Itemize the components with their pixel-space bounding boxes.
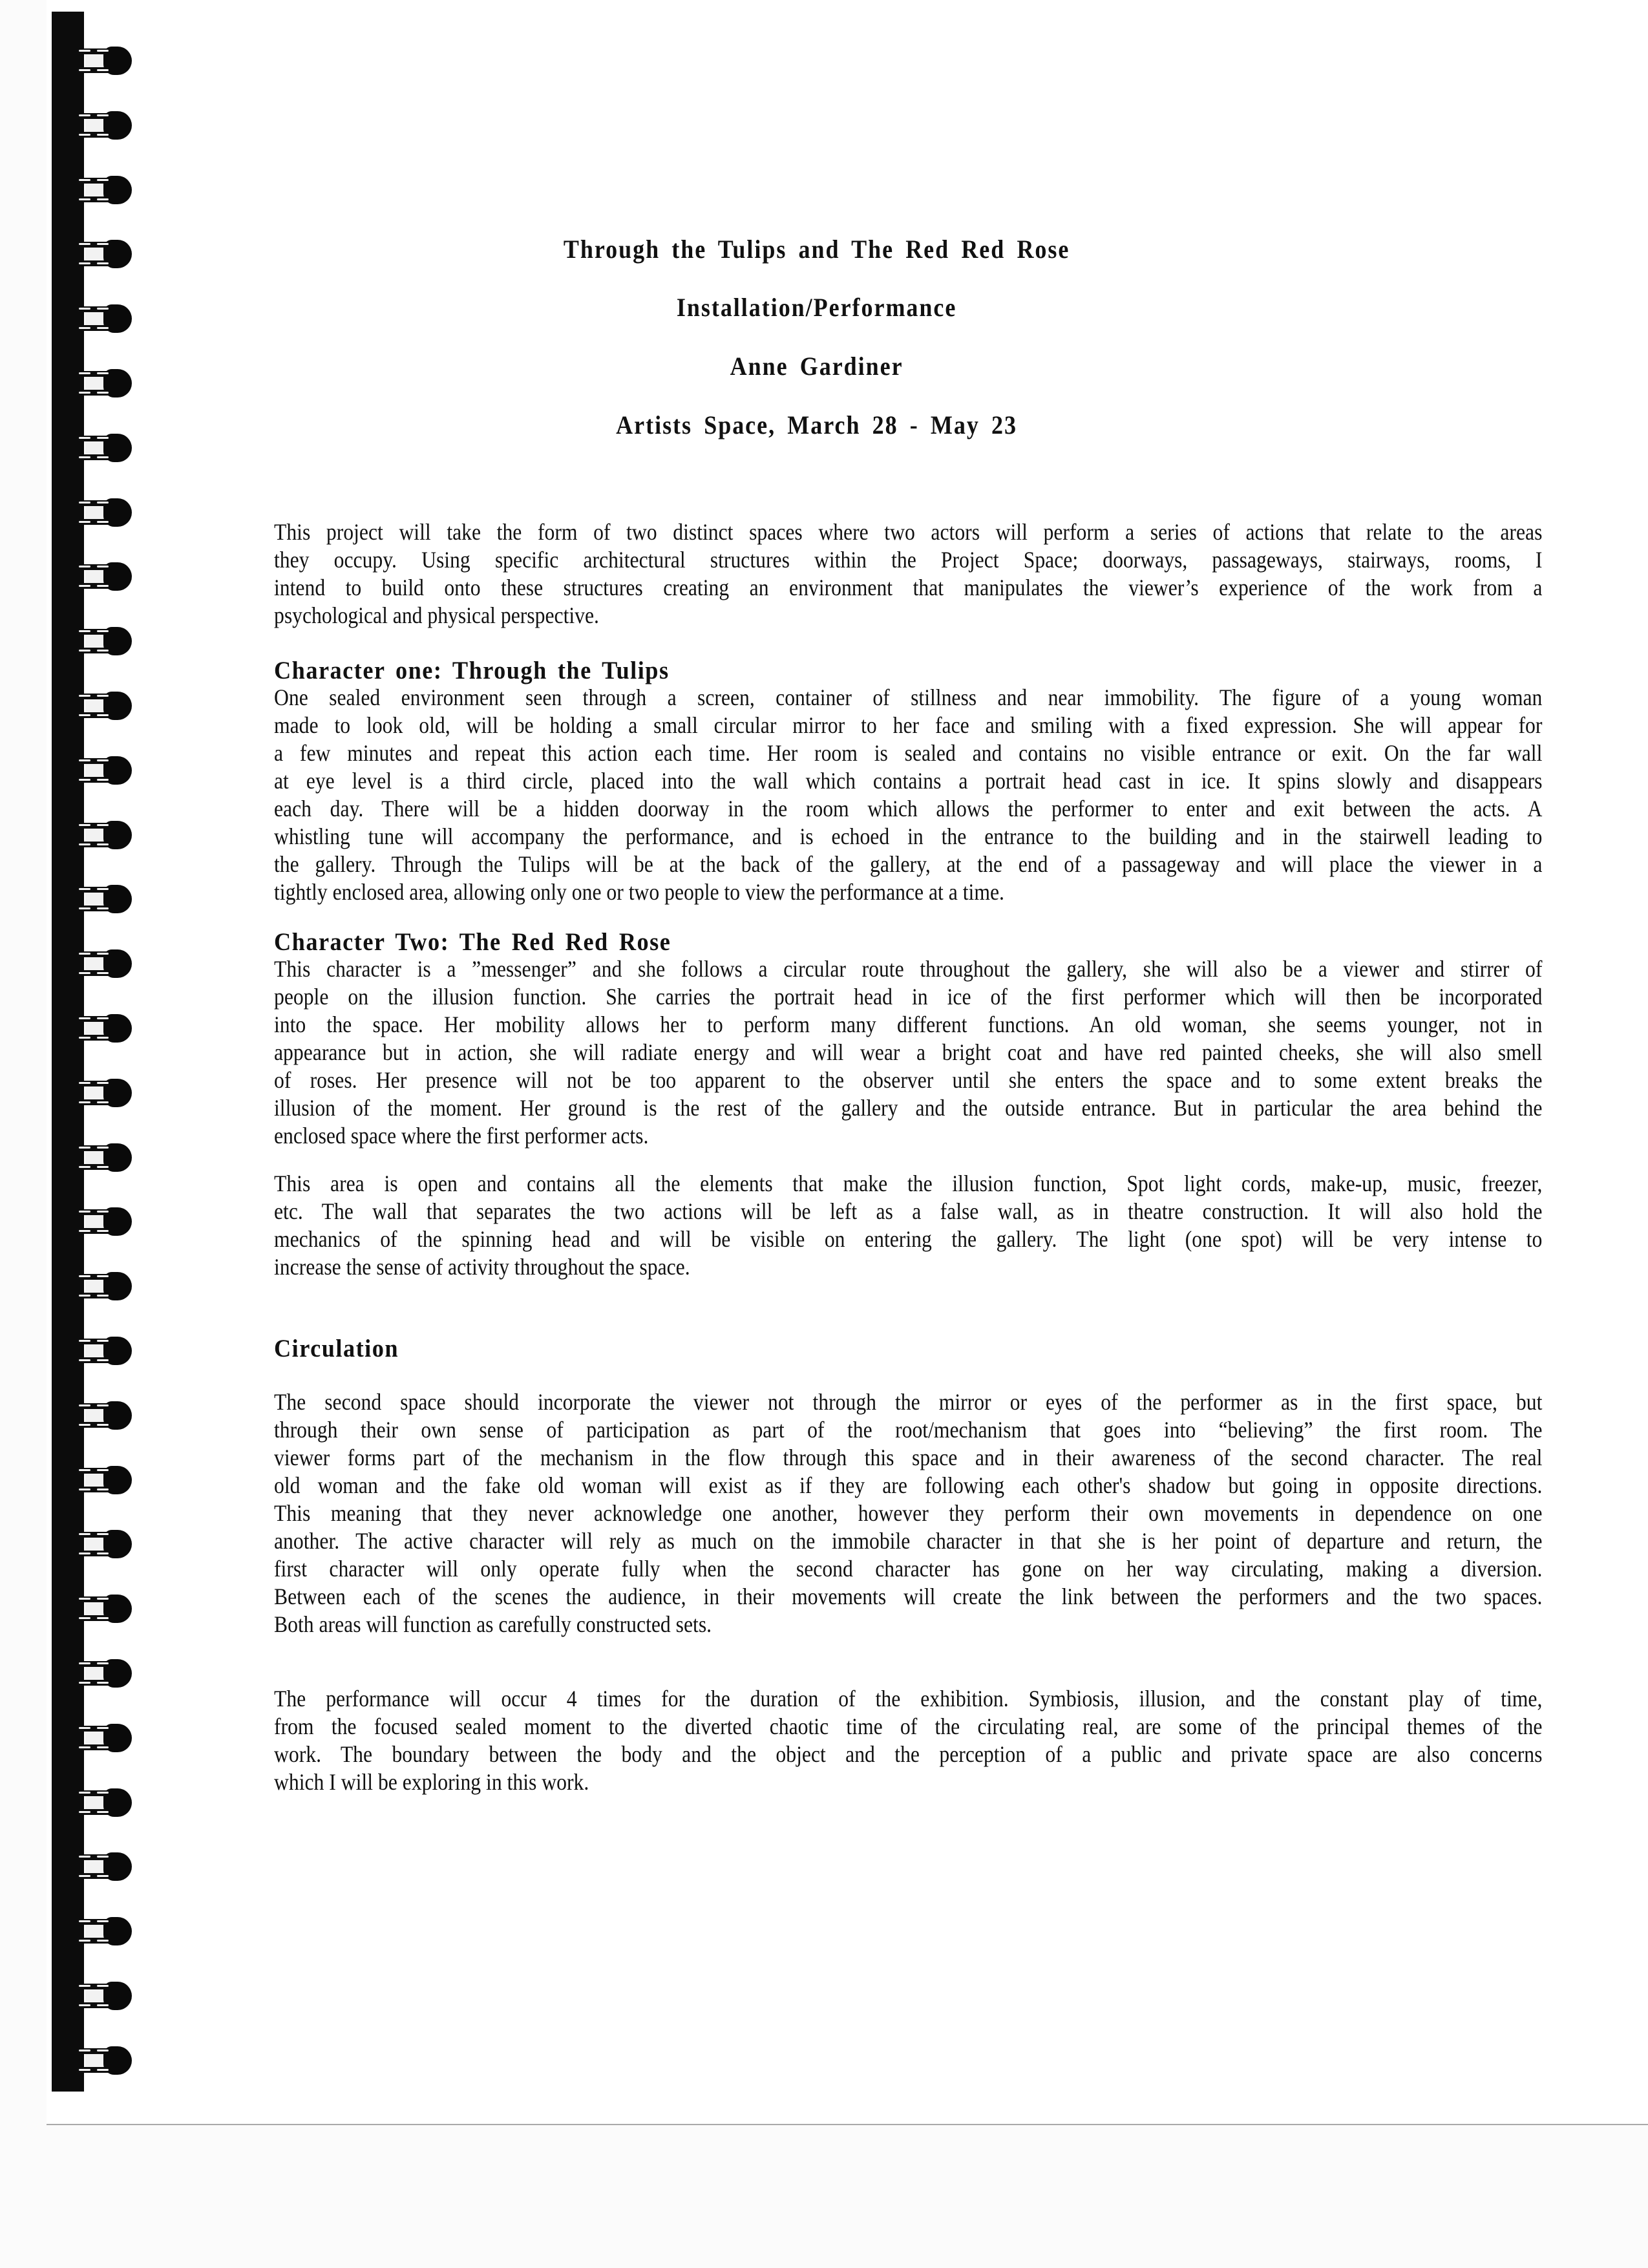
text-line: at eye level is a third circle, placed into the wall which contains a portrait head cast in ice. It spins slowly and disappears bbox=[274, 768, 1543, 794]
binding-ring bbox=[76, 885, 132, 913]
binding-ring bbox=[76, 47, 132, 75]
venue-and-dates: Artists Space, March 28 - May 23 bbox=[616, 410, 1018, 440]
binding-ring bbox=[76, 1530, 132, 1558]
section-character-two bbox=[274, 928, 1543, 1154]
text-line: This meaning that they never acknowledge one another, however they perform their own movements in dependence on one bbox=[274, 1500, 1543, 1526]
text-line: Between each of the scenes the audience, in their movements will create the link between the performers and the two spaces. bbox=[274, 1584, 1543, 1609]
text-line: The second space should incorporate the viewer not through the mirror or eyes of the performer as in the first space, but bbox=[274, 1389, 1543, 1415]
binding-ring bbox=[76, 1337, 132, 1365]
text-line: This character is a ”messenger” and she follows a circular route throughout the gallery, she will also be a viewer and stirrer of bbox=[274, 956, 1543, 982]
author-name: Anne Gardiner bbox=[730, 352, 903, 381]
binding-ring bbox=[76, 176, 132, 204]
text-line: illusion of the moment. Her ground is the rest of the gallery and the outside entrance. But in particular the area behind the bbox=[274, 1095, 1543, 1121]
text-line: intend to build onto these structures creating an environment that manipulates the viewer’s experience of the work from a bbox=[274, 575, 1543, 600]
text-line: they occupy. Using specific architectural structures within the Project Space; doorways, passageways, stairways, rooms, I bbox=[274, 547, 1543, 573]
binding-ring bbox=[76, 1852, 132, 1881]
section-heading: Character one: Through the Tulips bbox=[274, 657, 670, 684]
text-line: made to look old, will be holding a small circular mirror to her face and smiling with a fixed expression. She will appear for bbox=[274, 712, 1543, 738]
binding-ring bbox=[76, 1595, 132, 1623]
text-line: One sealed environment seen through a screen, container of stillness and near immobility. The figure of a young woman bbox=[274, 684, 1543, 710]
text-line: another. The active character will rely as much on the immobile character in that she is her point of departure and return, the bbox=[274, 1528, 1543, 1554]
binding-ring bbox=[76, 692, 132, 720]
binding-ring bbox=[76, 1724, 132, 1752]
text-line: appearance but in action, she will radiate energy and will wear a bright coat and have red painted cheeks, she will also smell bbox=[274, 1039, 1543, 1065]
binding-ring bbox=[76, 1982, 132, 2010]
binding-ring bbox=[76, 627, 132, 655]
binding-ring bbox=[76, 1917, 132, 1945]
text-line: work. The boundary between the body and the object and the perception of a public and private space are also concerns bbox=[274, 1741, 1543, 1767]
text-line: This project will take the form of two distinct spaces where two actors will perform a series of actions that relate to the areas bbox=[274, 519, 1543, 545]
binding-ring bbox=[76, 1143, 132, 1172]
text-line: a few minutes and repeat this action each time. Her room is sealed and contains no visible entrance or exit. On the far wall bbox=[274, 740, 1543, 766]
text-line: each day. There will be a hidden doorway in the room which allows the performer to enter and exit between the acts. A bbox=[274, 796, 1543, 821]
text-line: This area is open and contains all the elements that make the illusion function, Spot light cords, make-up, music, freezer, bbox=[274, 1171, 1543, 1196]
binding-ring bbox=[76, 1466, 132, 1494]
text-line: whistling tune will accompany the performance, and is echoed in the entrance to the building and in the stairwell leading to bbox=[274, 823, 1543, 849]
section-heading: Character Two: The Red Red Rose bbox=[274, 928, 671, 956]
text-line: through their own sense of participation as part of the root/mechanism that goes into “believing” the first room. The bbox=[274, 1417, 1543, 1443]
text-line: The performance will occur 4 times for the duration of the exhibition. Symbiosis, illusion, and the constant play of time, bbox=[274, 1686, 1543, 1712]
binding-ring bbox=[76, 1788, 132, 1817]
text-line: etc. The wall that separates the two actions will be left as a false wall, as in theatre construction. It will also hold the bbox=[274, 1198, 1543, 1224]
binding-ring bbox=[76, 1659, 132, 1688]
binding-ring bbox=[76, 756, 132, 785]
binding-ring bbox=[76, 498, 132, 527]
binding-ring bbox=[76, 1207, 132, 1236]
intro-paragraph bbox=[274, 519, 1543, 633]
text-line: the gallery. Through the Tulips will be at the back of the gallery, at the end of a passageway and will place the viewer in a bbox=[274, 851, 1543, 877]
text-line: increase the sense of activity throughout the space. bbox=[274, 1254, 690, 1280]
binding-ring bbox=[76, 949, 132, 978]
text-line: of roses. Her presence will not be too apparent to the observer until she enters the space and to some extent breaks the bbox=[274, 1067, 1543, 1093]
text-line: Both areas will function as carefully constructed sets. bbox=[274, 1611, 712, 1637]
text-line: tightly enclosed area, allowing only one or two people to view the performance at a time. bbox=[274, 879, 1004, 905]
text-line: into the space. Her mobility allows her to perform many different functions. An old woman, she seems younger, not in bbox=[274, 1012, 1543, 1037]
text-line: psychological and physical perspective. bbox=[274, 602, 599, 628]
text-line: first character will only operate fully when the second character has gone on her way circulating, making a diversion. bbox=[274, 1556, 1543, 1582]
text-line: people on the illusion function. She carries the portrait head in ice of the first performer which will then be incorporated bbox=[274, 984, 1543, 1010]
text-line: enclosed space where the first performer acts. bbox=[274, 1123, 649, 1149]
binding-ring bbox=[76, 1079, 132, 1107]
section-heading: Circulation bbox=[274, 1335, 399, 1362]
text-line: which I will be exploring in this work. bbox=[274, 1769, 589, 1795]
binding-ring bbox=[76, 1272, 132, 1300]
closing-paragraph bbox=[274, 1686, 1543, 1800]
open-area-paragraph bbox=[274, 1171, 1543, 1285]
binding-ring bbox=[76, 2046, 132, 2075]
section-character-one bbox=[274, 657, 1543, 910]
text-line: mechanics of the spinning head and will be visible on entering the gallery. The light (one spot) will be very intense to bbox=[274, 1226, 1543, 1252]
binding-ring bbox=[76, 1401, 132, 1430]
document-subtitle: Installation/Performance bbox=[676, 293, 957, 322]
text-line: from the focused sealed moment to the diverted chaotic time of the circulating real, are some of the principal themes of the bbox=[274, 1713, 1543, 1739]
document-title: Through the Tulips and The Red Red Rose bbox=[563, 235, 1070, 264]
binding-ring bbox=[76, 562, 132, 591]
binding-ring bbox=[76, 821, 132, 849]
text-line: viewer forms part of the mechanism in the flow through this space and in their awareness of the second character. The real bbox=[274, 1445, 1543, 1470]
binding-ring bbox=[76, 111, 132, 140]
section-circulation bbox=[274, 1335, 1543, 1642]
text-line: old woman and the fake old woman will exist as if they are following each other's shadow but going in opposite directions. bbox=[274, 1472, 1543, 1498]
binding-ring bbox=[76, 1014, 132, 1043]
